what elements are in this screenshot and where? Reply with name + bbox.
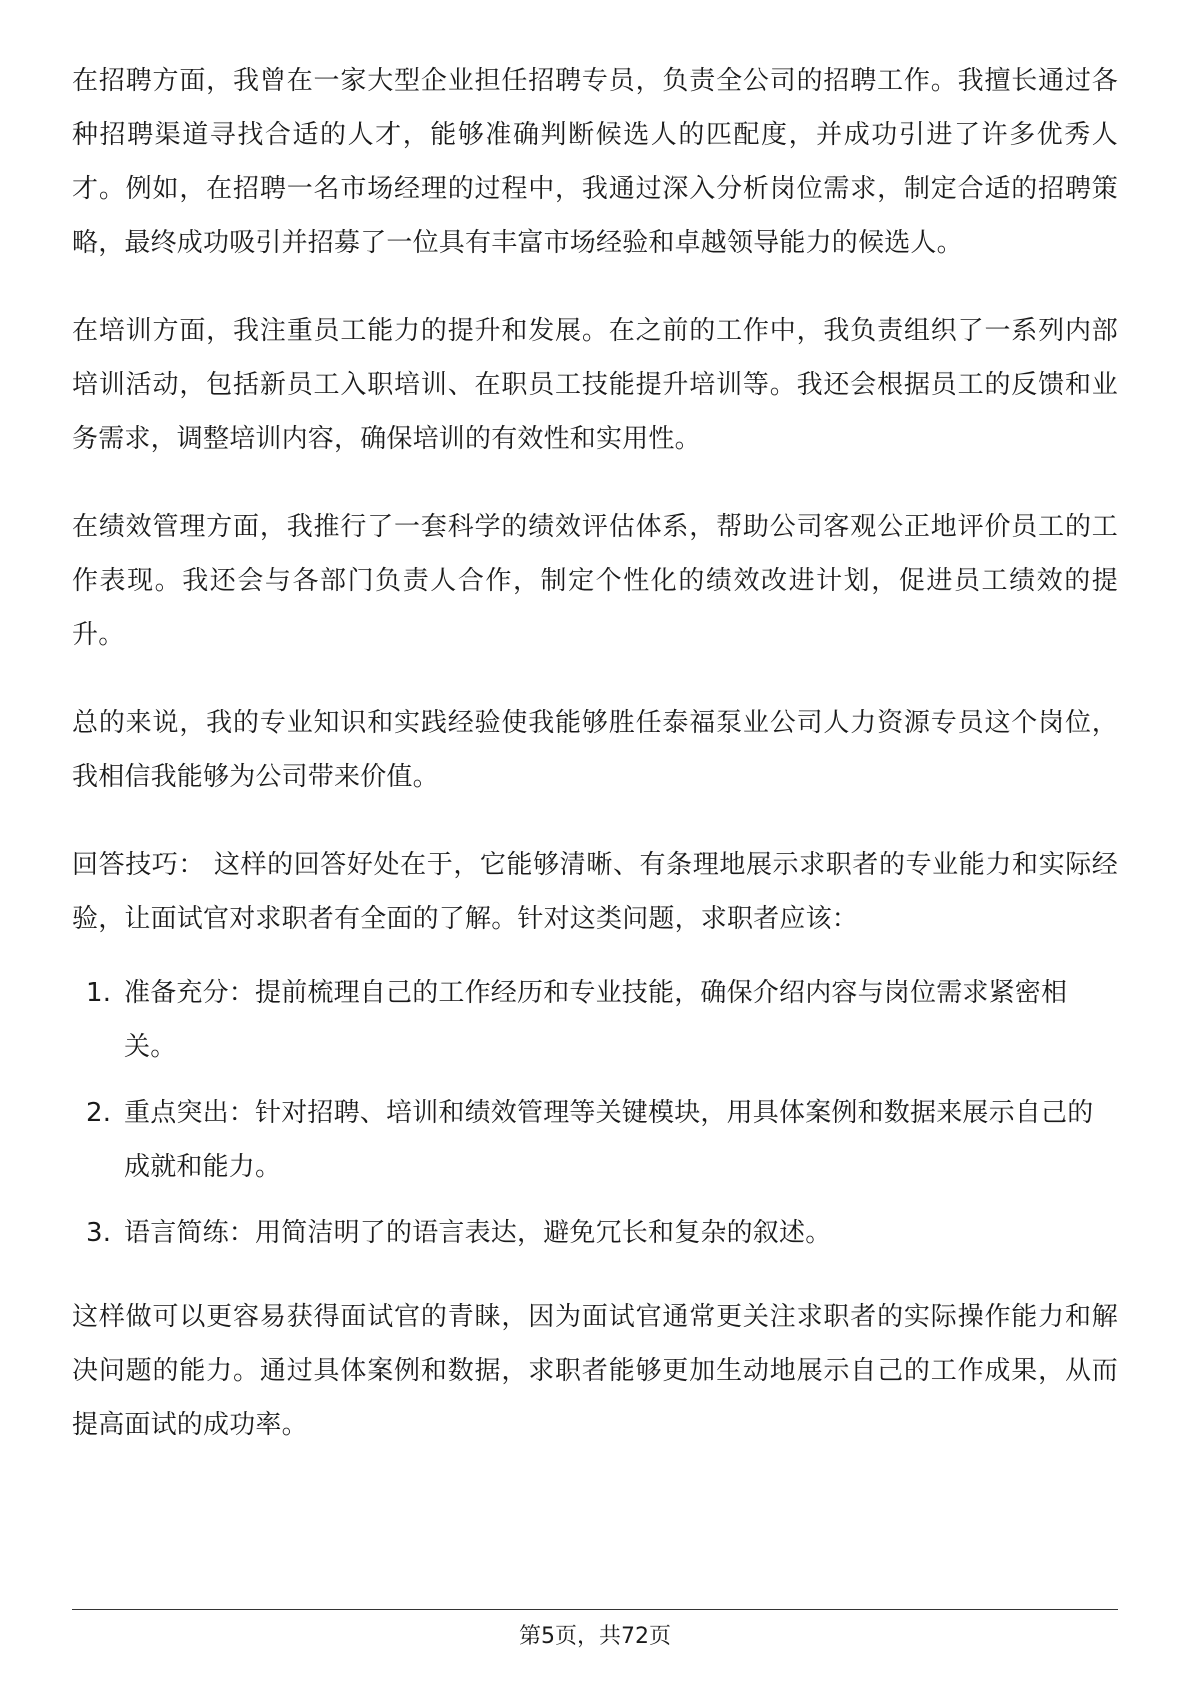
paragraph-recruitment: 在招聘方面，我曾在一家大型企业担任招聘专员，负责全公司的招聘工作。我擅长通过各种招聘渠道寻找合适的人才，能够准确判断候选人的匹配度，并成功引进了许多优秀人才。例如，在招聘一名市场经理的过程中，我通过深入分析岗位需求，制定合适的招聘策略，最终成功吸引并招募了一位具有丰富市场经验和卓越领导能力的候选人。 bbox=[72, 66, 1118, 258]
page-number: 第5页，共72页 bbox=[519, 1624, 671, 1649]
list-item bbox=[72, 1206, 1118, 1260]
list-item-text: 语言简练：用简洁明了的语言表达，避免冗长和复杂的叙述。 bbox=[124, 1218, 832, 1248]
list-item-number: 3. bbox=[86, 1218, 112, 1248]
paragraph-training: 在培训方面，我注重员工能力的提升和发展。在之前的工作中，我负责组织了一系列内部培训活动，包括新员工入职培训、在职员工技能提升培训等。我还会根据员工的反馈和业务需求，调整培训内容，确保培训的有效性和实用性。 bbox=[72, 316, 1118, 454]
list-item-number: 2. bbox=[86, 1098, 112, 1128]
list-item-text: 准备充分：提前梳理自己的工作经历和专业技能，确保介绍内容与岗位需求紧密相关。 bbox=[124, 978, 1068, 1062]
list-item-text: 重点突出：针对招聘、培训和绩效管理等关键模块，用具体案例和数据来展示自己的成就和能力。 bbox=[124, 1098, 1094, 1182]
list-item-number: 1. bbox=[86, 978, 112, 1008]
paragraph-performance: 在绩效管理方面，我推行了一套科学的绩效评估体系，帮助公司客观公正地评价员工的工作表现。我还会与各部门负责人合作，制定个性化的绩效改进计划，促进员工绩效的提升。 bbox=[72, 512, 1118, 650]
list-item bbox=[72, 1086, 1118, 1194]
list-item bbox=[72, 966, 1118, 1074]
paragraph-closing: 这样做可以更容易获得面试官的青睐，因为面试官通常更关注求职者的实际操作能力和解决问题的能力。通过具体案例和数据，求职者能够更加生动地展示自己的工作成果，从而提高面试的成功率。 bbox=[72, 1302, 1118, 1440]
page-content bbox=[72, 54, 1118, 1486]
footer-divider bbox=[72, 1609, 1118, 1610]
tips-list bbox=[72, 966, 1118, 1260]
paragraph-answer-tips: 回答技巧： 这样的回答好处在于，它能够清晰、有条理地展示求职者的专业能力和实际经验，让面试官对求职者有全面的了解。针对这类问题，求职者应该： bbox=[72, 850, 1118, 934]
paragraph-summary: 总的来说，我的专业知识和实践经验使我能够胜任泰福泵业公司人力资源专员这个岗位，我相信我能够为公司带来价值。 bbox=[72, 708, 1118, 792]
